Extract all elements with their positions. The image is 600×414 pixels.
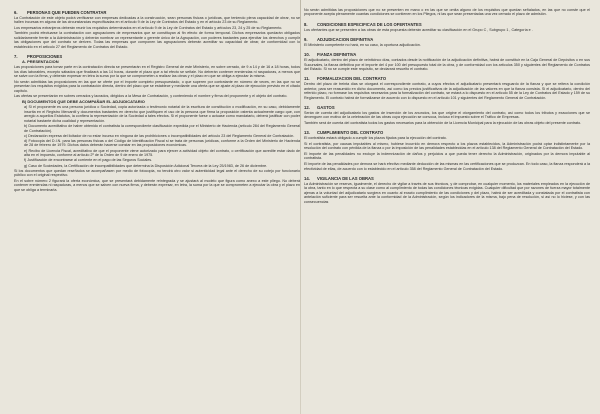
- paragraph: La Administración se reserva, igualmente, el derecho de vigilar a través de sus técnicos, y de comprobar, en cualquier momento, los materiales empleados en la ejecución de la obra, tanto en lo que respecta a su clase como al cumplimiento de todas las condiciones técnicas exigidas. Cualquier dificultad que por razones de fuerza mayor totalmente ajenas a la voluntad del adjudicatario surgiera en cuanto al exacto cumplimiento de las condiciones y del plazo, habrá de ser acreditada y constatada por el contratista con antelación suficiente para ser resuelta ante la conformidad de la Administración, según los indicadores de la misma, bajo pena de resolución, si así no lo hiciese, y con las consecuencias: [304, 181, 590, 204]
- section-title: CUMPLIMIENTO DEL CONTRATO: [317, 130, 384, 136]
- section-heading-12: [304, 105, 590, 110]
- paragraph: El contratista estará obligado a cumplir los plazos fijados para la ejecución del contrato.: [304, 136, 447, 141]
- paragraph: Serán de cuenta del adjudicatario los gastos de inserción de los anuncios, los que origine el otorgamiento del contrato, así como todos los tributos y exacciones que se devenguen con motivo de la celebración de las obras cuya ejecución se convoca, incluso el impuesto sobre el Tráfico de Empresas.: [304, 110, 590, 120]
- list-item: e) Recibo de Licencia Fiscal, acreditativo de que el proponente viene autorizado para ejercer a actividad objeto del contrato, o certificación que acredite estar dado de alta en el impuesto, conforme al artículo 2º de la Orden de 9 de enero de 1975.: [24, 148, 300, 158]
- list-item: c) Declaración expresa del licitador de no estar incurso en ninguna de las prohibiciones o incompatibilidades del artículo 23 del Reglamento General de Contratación.: [24, 133, 295, 138]
- list-item: g) Caso de Sociedades, la Certificación de incompatibilidades que determina la Disposición Adicional Tercera de la Ley 25/1983, de 26 de diciembre.: [24, 163, 268, 168]
- paragraph: Las proposiciones para tomar parte en la contratación directa se presentarán en el Registro General de este Ministerio, en sobre cerrado, de 9 a 14 y de 16 a 18 horas, todos los días laborables, excepto sábados que finalizará a las 14 horas, durante el plazo que a tal efecto se señale. No deberán contener enmiendas ni raspaduras, a menos que se salve con la firma, y deberán expresar en letra la suma por la que se comprometen a realizar las obras y el plazo en que se obliga a ejecutar la misma.: [14, 65, 300, 79]
- paragraph: El importe de las penalidades por demora se hará efectivo mediante deducción de las mismas en las certificaciones que se produzcan. En todo caso, la fianza responderá a la efectividad de ellas, de acuerdo con lo establecido en el artículo 358 del Reglamento General de Contratación del Estado.: [304, 162, 590, 171]
- paragraph: No serán admitidas las proposiciones en las que se oferte por el importe completo presupuestado, o que superen por contratante en número de veces, en las que no se presentan los requisitos exigidos para la contratación directa, dentro del plazo que se establece y mediante una oferta que se ajuste al plazo de ejecución previsto en el citado capítulo.: [14, 79, 300, 93]
- section-heading-10: [304, 52, 590, 57]
- paragraph: Si los documentos que quedan reseñados se acompañasen por medio de fotocopia, no tendrá otro valor si autenticidad legal ante el derecho de su cotejo por funcionario público con el original respectivo.: [14, 168, 300, 178]
- section-title: ADJUDICACION DEFINITIVA: [317, 36, 374, 42]
- section-title: FIANZA DEFINITIVA: [317, 52, 357, 58]
- subsection-heading: B) DOCUMENTOS QUE DEBE ACOMPAÑAR EL ADJUDICATARIO: [22, 99, 145, 105]
- paragraph: El adjudicatario, dentro del plazo de veinticinco días, contados desde la notificación de la adjudicación definitiva, habrá de constituir en la Caja General de Depósitos o en sus Sucursales, la fianza definitiva por el importe del 4 por 100 del presupuesto total de la obra, y de conformidad con los artículos 350 y siguientes del Reglamento de Contratos del Estado. Si no se cumple este requisito, se declarará resuelto el contrato.: [304, 58, 590, 72]
- section-number: 14.: [304, 175, 310, 181]
- subsection-heading: A. PRESENTACION: [22, 58, 59, 64]
- section-number: 10.: [304, 52, 310, 58]
- paragraph: Dentro del plazo de treinta días se otorgará el correspondiente contrato, a cuyos efectos el adjudicatario presentará resguardo de la fianza y que se reitera la condición anterior, para ser reasumido en dicho documento, así como los precios justificativos de la adjudicación de las valores en que la fianza consista. Si el adjudicatario, dentro del referido plazo, no formase los requisitos necesarios para la formalización del contrato, se estará a lo dispuesto en el artículo 55 de la Ley de Contratos del Estado y 159 de su Reglamento. El contrato habrá de formalizarse de acuerdo con lo dispuesto en el artículo 101 y siguientes del Reglamento General de Contratación.: [304, 82, 590, 100]
- right-page: [304, 8, 590, 205]
- list-item: a) Si el proponente es una persona jurídica o Sociedad, copia autorizada o testimonio notarial de la escritura de constitución o modificación, en su caso, debidamente inscrita en el Registro Mercantil y documentos bastantes en derecho que justifiquen el uso de la persona que firma la proposición ostenta actualmente cargo que, con arreglo a aquellos Estatutos, la confiera la representación de la Sociedad a tales efectos. Si el proponente fuese o actuase como mandatario, deberá justificar con poder notarial bastante dicha cualidad y representación.: [24, 105, 300, 123]
- section-heading-8: [304, 22, 590, 27]
- paragraph: La Contratación de este objeto podrá verificarse con empresas dedicadas a la construcción, sean personas físicas o jurídicas, que teniendo plena capacidad de obrar, no se hallen incursas en alguna de las circunstancias especificadas en el artículo 9 de la Ley de Contratos del Estado y en el artículo 23 de su Reglamento.: [14, 15, 300, 25]
- paragraph: Los ofertantes que se presenten a las obras de esta propuesta deberán acreditar su clasificación en el Grupo C , Subgrupo 1 , Categoría e .: [304, 27, 533, 32]
- section-number: 7.: [14, 53, 18, 59]
- section-heading-6: [14, 10, 300, 15]
- paragraph: Si el contratista, por causas imputables al mismo, hubiese incurrido en demora respecto a los plazos establecidos, la Administración podrá optar indistintamente por la resolución del contrato con pérdida de la fianza o por la imposición de las penalidades establecidas en el artículo 138 del Reglamento General de Contratación del Estado.: [304, 141, 590, 151]
- paragraph: No serán admitidas las proposiciones que no se presenten en mano o en las que se omita alguno de los requisitos que quedan señalados, en las que no conste que el proponente acepta plenamente cuantas condiciones se contienen en los Pliegos, ni las que sean presentadas una vez cerrado el plazo de admisión.: [304, 8, 590, 17]
- section-title: GASTOS: [317, 104, 335, 110]
- paragraph: Los empresarios extranjeros deberán reunir los requisitos determinados en el artículo 9 de la Ley de Contratos del Estado y artículos 23, 24 y 25 de su Reglamento.: [14, 25, 283, 30]
- section-heading-13: [304, 130, 590, 135]
- paragraph: El Ministerio competente no hará, en su caso, la oportuna adjudicación.: [304, 42, 421, 47]
- list-item: b) Documento acreditativo de haber obtenido el contratista la correspondiente clasificación expedida por el Ministerio de Hacienda (artículo 284 del Reglamento General de Contratación).: [24, 124, 300, 133]
- section-heading-14: [304, 176, 590, 181]
- section-title: PERSONAS QUE PUEDEN CONTRATAR: [27, 9, 107, 15]
- paragraph: Las ofertas se presentarán en sobres cerrados y lacrados, dirigidos a la Mesa de Contratación, y conteniendo el nombre y firma del proponente y el objeto del contrato.: [14, 94, 288, 99]
- section-title: CONDICIONES ESPECIFICAS DE LOS OFERTANTES: [317, 21, 422, 27]
- section-title: VIGILANCIA DE LAS OBRAS: [317, 175, 374, 181]
- paragraph: El importe de las penalidades no excluye la indemnización de daños y perjuicios a que pueda tener derecho la Administración, originados por la demora imputable al contratista.: [304, 151, 590, 161]
- paragraph: En el sobre número 2 figurará la oferta económica, que se presentará debidamente reintegrada y se ajustará al modelo que figura como anexo a este pliego. No deberá contener enmiendas ni raspaduras, a menos que se salven con nueva firma, y deberán expresar, en letra, la suma por la que se comprometen a ejecutar la obra y el plazo en que se obliga a terminarla.: [14, 179, 300, 192]
- section-number: 6.: [14, 9, 18, 15]
- page-fold-divider: [300, 0, 301, 414]
- section-heading-9: [304, 37, 590, 42]
- section-heading-11: [304, 76, 590, 81]
- list-item: d) Fotocopia del D.I.N. para las personas físicas o del Código de Identificación Fiscal si se trata de personas jurídicas, conforme a la Orden del Ministerio de Hacienda de 28 de febrero de 1979. Dichos datos deberán hacerse constar en las proposiciones económicas.: [24, 139, 300, 148]
- section-number: 12.: [304, 104, 310, 110]
- section-title: FORMALIZACION DEL CONTRATO: [317, 76, 387, 82]
- section-number: 8.: [304, 21, 308, 27]
- left-page: [14, 8, 300, 194]
- section-number: 11.: [304, 76, 310, 82]
- list-item: f) Justificación de encontrarse al corriente en el pago de las Seguros Sociales.: [24, 158, 153, 163]
- paragraph: También podrá efectuarse la contratación con agrupaciones de empresarios que se constituyan al fin efecto de forma temporal. Dichos empresarios quedarán obligados solidariamente frente a la Administración y deberán nombrar un representante o gerente único de la Agrupación, con poderes bastantes para ejercitar los derechos y cumplir las obligaciones que del contrato se deriven. Todas las empresas que componen las agrupaciones deberán acreditar su capacidad de obrar, de conformidad con lo establecido en el artículo 27 del Reglamento de Contratos del Estado.: [14, 31, 300, 49]
- section-number: 13.: [304, 130, 310, 136]
- section-number: 9.: [304, 36, 308, 42]
- section-title: PROPOSICIONES: [27, 53, 63, 59]
- paragraph: También será de cuenta del contratista todos los gastos necesarios para la obtención de la Licencia Municipal para la ejecución de las obras objeto del presente contrato.: [304, 120, 582, 125]
